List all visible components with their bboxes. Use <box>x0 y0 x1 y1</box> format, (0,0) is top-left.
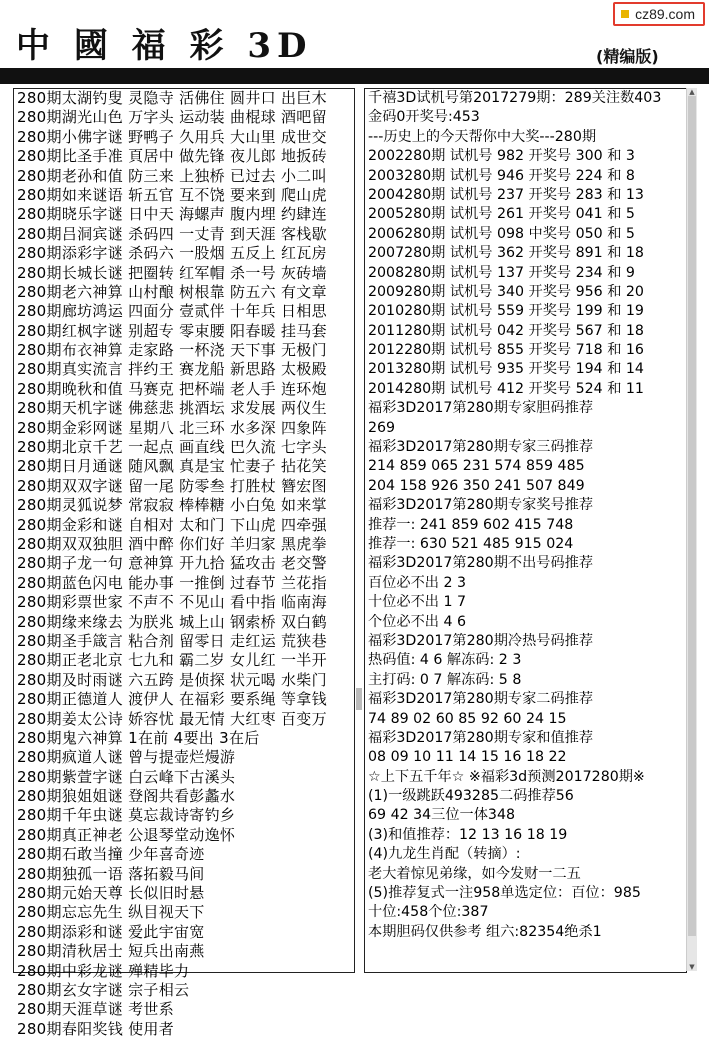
recommendation-line: 2007280期 试机号 362 开奖号 891 和 18 <box>368 245 644 262</box>
riddle-line: 280期添彩和谜 爱此宇宙宽 <box>17 922 205 941</box>
riddle-line: 280期缘来缘去 为朕兆 城上山 钢索桥 双白鹤 <box>17 612 327 631</box>
scroll-up-icon[interactable]: ▲ <box>689 88 695 96</box>
riddle-line: 280期正德道人 渡伊人 在福彩 要系绳 等拿钱 <box>17 690 327 709</box>
recommendation-list <box>365 89 686 942</box>
riddle-line: 280期忘忘先生 纵目视天下 <box>17 903 205 922</box>
site-badge[interactable] <box>613 2 705 26</box>
recommendation-line: 2014280期 试机号 412 开奖号 524 和 11 <box>368 380 644 397</box>
riddle-line: 280期玄女字谜 宗子相云 <box>17 980 190 999</box>
recommendation-line: 2005280期 试机号 261 开奖号 041 和 5 <box>368 206 635 223</box>
recommendation-line: 福彩3D2017第280期不出号码推荐 <box>368 555 594 572</box>
riddle-list <box>14 89 354 1039</box>
recommendation-line: 本期胆码仅供参考 组六:82354绝杀1 <box>368 923 602 940</box>
riddle-line: 280期石敢当撞 少年喜奇迹 <box>17 845 205 864</box>
recommendation-panel <box>364 88 687 973</box>
recommendation-line: 204 158 926 350 241 507 849 <box>368 477 585 494</box>
recommendation-line: 福彩3D2017第280期专家奖号推荐 <box>368 497 594 514</box>
riddle-line: 280期北京千艺 一起点 画直线 巴久流 七字头 <box>17 438 327 457</box>
riddle-line: 280期布衣神算 走家路 一杯浇 天下事 无极门 <box>17 341 327 360</box>
riddle-line: 280期天涯草谜 考世系 <box>17 1000 174 1019</box>
riddle-line: 280期春阳奖钱 使用者 <box>17 1019 174 1038</box>
riddle-line: 280期吕洞宾谜 杀码四 一丈青 到天涯 客栈歇 <box>17 224 327 243</box>
recommendation-line: 69 42 34三位一体348 <box>368 807 516 824</box>
riddle-line: 280期红枫字谜 别超专 零束腰 阳春暖 挂马套 <box>17 321 327 340</box>
riddle-line: 280期灵狐说梦 常寂寂 棒棒糖 小白兔 如来掌 <box>17 496 327 515</box>
riddle-line: 280期晚秋和值 马赛克 把杯端 老人手 连环炮 <box>17 379 327 398</box>
recommendation-line: 2008280期 试机号 137 开奖号 234 和 9 <box>368 264 635 281</box>
recommendation-line: 个位必不出 4 6 <box>368 613 467 630</box>
recommendation-line: 2006280期 试机号 098 中奖号 050 和 5 <box>368 225 635 242</box>
riddle-line: 280期金彩和谜 自相对 太和门 下山虎 四牵强 <box>17 515 327 534</box>
riddle-line: 280期中彩龙谜 殚精毕力 <box>17 961 190 980</box>
riddle-line: 280期彩票世家 不声不 不见山 看中指 临南海 <box>17 593 327 612</box>
riddle-line: 280期双双字谜 留一尾 防零叁 打胜杖 簪宏图 <box>17 476 327 495</box>
recommendation-line: 老大着惊见弟缘，如今发财一二五 <box>368 865 581 882</box>
riddle-line: 280期真正神老 公退琴堂动逸怀 <box>17 825 236 844</box>
recommendation-line: 2012280期 试机号 855 开奖号 718 和 16 <box>368 342 644 359</box>
riddle-line: 280期鬼六神算 1在前 4要出 3在后 <box>17 728 260 747</box>
riddle-line: 280期晓乐字谜 日中天 海螺声 腹内埋 约肆连 <box>17 205 327 224</box>
riddle-line: 280期千年虫谜 莫忘裁诗寄钓乡 <box>17 806 236 825</box>
scrollbar-thumb[interactable] <box>688 96 696 936</box>
recommendation-line: 主打码: 0 7 解冻码: 5 8 <box>368 671 522 688</box>
riddle-line: 280期紫萱字谜 白云峰下古溪头 <box>17 767 236 786</box>
riddle-line: 280期疯道人谜 曾与提壶烂熳游 <box>17 748 236 767</box>
riddle-line: 280期真实流言 拌约王 赛龙船 新思路 太极殿 <box>17 360 327 379</box>
riddle-line: 280期比圣手准 頁居中 做先锋 夜儿郎 地扳砖 <box>17 147 327 166</box>
riddle-line: 280期狼姐姐谜 登阁共看彭蠡水 <box>17 787 236 806</box>
riddle-line: 280期清秋居士 短兵出南燕 <box>17 942 205 961</box>
recommendation-line: 2011280期 试机号 042 开奖号 567 和 18 <box>368 322 644 339</box>
riddle-line: 280期老六神算 山村酿 树根靠 防五六 有文章 <box>17 282 327 301</box>
recommendation-line: 214 859 065 231 574 859 485 <box>368 458 585 475</box>
recommendation-line: (4)九龙生肖配（转摘）: <box>368 846 521 863</box>
riddle-line: 280期日月通谜 随风飘 真是宝 忙妻子 拈花笑 <box>17 457 327 476</box>
recommendation-line: (3)和值推荐：12 13 16 18 19 <box>368 826 568 843</box>
recommendation-line: 推荐一: 630 521 485 915 024 <box>368 535 574 552</box>
recommendation-line: 金码0开奖号:453 <box>368 109 480 126</box>
riddle-line: 280期湖光山色 万字头 运动装 曲棍球 酒吧留 <box>17 108 327 127</box>
recommendation-line: ---历史上的今天帮你中大奖---280期 <box>368 128 597 145</box>
recommendation-line: 74 89 02 60 85 92 60 24 15 <box>368 710 567 727</box>
recommendation-line: 2009280期 试机号 340 开奖号 956 和 20 <box>368 283 644 300</box>
riddle-line: 280期长城长谜 把圈转 红军帽 杀一号 灰砖墙 <box>17 263 327 282</box>
recommendation-line: (1)一级跳跃493285二码推荐56 <box>368 788 574 805</box>
riddle-line: 280期正老北京 七九和 霸二岁 女儿红 一半开 <box>17 651 327 670</box>
recommendation-line: 福彩3D2017第280期专家二码推荐 <box>368 691 594 708</box>
riddle-line: 280期太湖钓叟 灵隐寺 活佛住 圆井口 出巨木 <box>17 89 327 107</box>
recommendation-line: 2010280期 试机号 559 开奖号 199 和 19 <box>368 303 644 320</box>
recommendation-line: (5)推荐复式一注958单选定位：百位：985 <box>368 885 641 902</box>
recommendation-line: 269 <box>368 419 396 436</box>
riddle-line: 280期及时雨谜 六五跨 是侦探 状元喝 水柴门 <box>17 670 327 689</box>
scrollbar[interactable] <box>686 88 697 971</box>
riddle-list-panel <box>13 88 355 1038</box>
site-badge-text: cz89.com <box>635 6 695 22</box>
riddle-line: 280期圣手箴言 粘合剂 留零日 走红运 荒狭巷 <box>17 631 327 650</box>
recommendation-line: 百位必不出 2 3 <box>368 574 467 591</box>
scroll-down-icon[interactable]: ▼ <box>689 963 695 971</box>
riddle-line: 280期元始天尊 长似旧时悬 <box>17 884 205 903</box>
recommendation-line: 热码值: 4 6 解冻码: 2 3 <box>368 652 522 669</box>
riddle-line: 280期添彩字谜 杀码六 一股烟 五反上 红瓦房 <box>17 244 327 263</box>
divider-handle[interactable] <box>356 688 362 710</box>
edition-label: (精编版) <box>596 47 659 66</box>
site-logo-icon <box>621 10 629 18</box>
recommendation-line: 福彩3D2017第280期冷热号码推荐 <box>368 632 594 649</box>
riddle-line: 280期廊坊鸿运 四面分 壹贰伴 十年兵 日相思 <box>17 302 327 321</box>
top-strip <box>0 0 709 22</box>
recommendation-line: 福彩3D2017第280期专家胆码推荐 <box>368 400 594 417</box>
recommendation-line: 2003280期 试机号 946 开奖号 224 和 8 <box>368 167 635 184</box>
recommendation-line: 福彩3D2017第280期专家和值推荐 <box>368 729 594 746</box>
recommendation-line: 千禧3D试机号第2017279期：289关注数403 <box>368 90 662 106</box>
riddle-line: 280期如来谜语 斩五官 互不饶 要来到 爬山虎 <box>17 185 327 204</box>
recommendation-line: 2004280期 试机号 237 开奖号 283 和 13 <box>368 186 644 203</box>
recommendation-line: 2013280期 试机号 935 开奖号 194 和 14 <box>368 361 644 378</box>
recommendation-line: 08 09 10 11 14 15 16 18 22 <box>368 749 567 766</box>
recommendation-line: 福彩3D2017第280期专家三码推荐 <box>368 439 594 456</box>
riddle-line: 280期小佛字谜 野鸭子 久用兵 大山里 成世交 <box>17 127 327 146</box>
riddle-line: 280期蓝色闪电 能办事 一推倒 过春节 兰花指 <box>17 573 327 592</box>
recommendation-line: 2002280期 试机号 982 开奖号 300 和 3 <box>368 148 635 165</box>
header-bar <box>0 68 709 84</box>
recommendation-line: 推荐一: 241 859 602 415 748 <box>368 516 574 533</box>
banner-title: 中 國 福 彩 3D <box>16 26 313 66</box>
recommendation-line: ☆上下五千年☆ ※福彩3d预测2017280期※ <box>368 768 645 785</box>
riddle-line: 280期金彩网谜 星期八 北三环 水多深 四象阵 <box>17 418 327 437</box>
riddle-line: 280期天机字谜 佛慈悲 挑酒坛 求发展 两仪生 <box>17 399 327 418</box>
riddle-line: 280期独孤一语 落拓毅马间 <box>17 864 205 883</box>
riddle-line: 280期子龙一句 意神算 开九拾 猛攻击 老交警 <box>17 554 327 573</box>
riddle-line: 280期姜太公诗 娇容忧 最无情 大红枣 百变万 <box>17 709 327 728</box>
riddle-line: 280期双双独胆 酒中醉 你们好 羊归家 黑虎拳 <box>17 534 327 553</box>
recommendation-line: 十位必不出 1 7 <box>368 594 467 611</box>
recommendation-line: 十位:458个位:387 <box>368 904 489 921</box>
panel-divider <box>356 88 362 971</box>
riddle-line: 280期老孙和值 防三来 上独桥 已过去 小二叫 <box>17 166 327 185</box>
